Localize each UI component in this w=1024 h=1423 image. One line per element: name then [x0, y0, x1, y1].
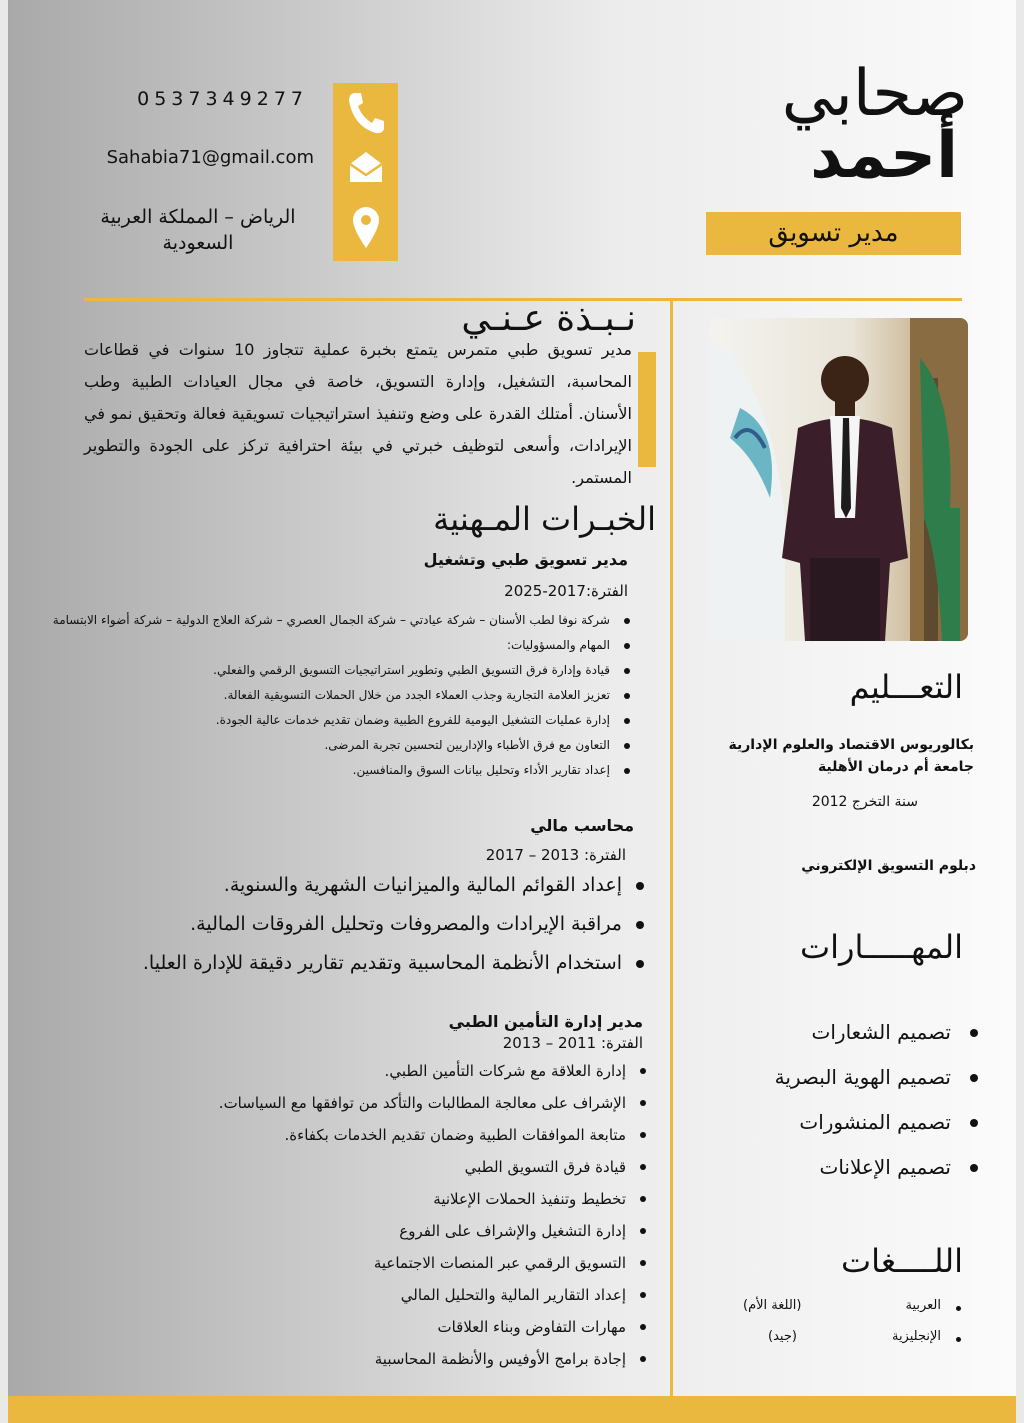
address: الرياض – المملكة العربية السعودية [100, 206, 296, 254]
profile-photo [710, 318, 968, 641]
job-title-box: مدير تسويق [706, 212, 961, 255]
skill-item: تصميم الشعارات [708, 1010, 983, 1055]
about-heading: نـبـذة عـنـي [461, 298, 636, 339]
job-duties-1 [12, 608, 632, 783]
list-item: تخطيط وتنفيذ الحملات الإعلانية [108, 1183, 648, 1215]
skill-item: تصميم المنشورات [708, 1100, 983, 1145]
list-item: إعداد التقارير المالية والتحليل المالي [108, 1279, 648, 1311]
bullet [956, 1337, 961, 1342]
experience-heading: الخبـرات المـهنية [433, 500, 656, 538]
degree-name: بكالوريوس الاقتصاد والعلوم الإدارية [728, 737, 974, 753]
job-title-2: محاسب مالي [530, 816, 634, 835]
list-item: إجادة برامج الأوفيس والأنظمة المحاسبية [108, 1343, 648, 1375]
job-title-1: مدير تسويق طبي وتشغيل [423, 550, 628, 569]
list-item: قيادة وإدارة فرق التسويق الطبي وتطوير استراتيجيات التسويق الرقمي والفعلي. [12, 658, 632, 683]
vertical-divider [670, 298, 673, 1396]
list-item: مهارات التفاوض وبناء العلاقات [108, 1311, 648, 1343]
list-item: التعاون مع فرق الأطباء والإداريين لتحسين تجربة المرضى. [12, 733, 632, 758]
skill-item: تصميم الهوية البصرية [708, 1055, 983, 1100]
graduation-year: سنة التخرج 2012 [811, 794, 918, 810]
education-degree [688, 734, 974, 778]
list-item: المهام والمسؤوليات: [12, 633, 632, 658]
list-item: شركة نوفا لطب الأسنان – شركة عيادتي – شركة الجمال العصري – شركة العلاج الدولية – شركة أضواء الابتسامة [12, 608, 632, 633]
job-period-1: الفترة:2017-2025 [504, 582, 628, 600]
list-item: قيادة فرق التسويق الطبي [108, 1151, 648, 1183]
contact-icon-bar [333, 83, 398, 261]
skills-heading: المهـــــارات [800, 928, 963, 966]
list-item: استخدام الأنظمة المحاسبية وتقديم تقارير دقيقة للإدارة العليا. [48, 944, 644, 983]
list-item: الإشراف على معالجة المطالبات والتأكد من توافقها مع السياسات. [108, 1087, 648, 1119]
about-text: مدير تسويق طبي متمرس يتمتع بخبرة عملية تتجاوز 10 سنوات في قطاعات المحاسبة، التشغيل، وإدارة التسويق، خاصة في مجال العيادات الطبية وطب الأسنان. أمتلك القدرة على وضع وتنفيذ استراتيجيات تسويقية فعالة وتحقيق نمو في الإيرادات، وأسعى لتوظيف خبرتي في بيئة احترافية تركز على الجودة والتطوير المستمر. [84, 340, 632, 487]
list-item: إعداد تقارير الأداء وتحليل بيانات السوق والمنافسين. [12, 758, 632, 783]
resume-page [8, 0, 1016, 1423]
list-item: مراقبة الإيرادات والمصروفات وتحليل الفروقات المالية. [48, 905, 644, 944]
bottom-accent-bar [8, 1396, 1016, 1423]
language-level: (اللغة الأم) [743, 1298, 802, 1313]
list-item: إدارة العلاقة مع شركات التأمين الطبي. [108, 1055, 648, 1087]
language-level: (جيد) [768, 1329, 797, 1344]
job-period-3: الفترة: 2011 – 2013 [502, 1034, 643, 1052]
list-item: التسويق الرقمي عبر المنصات الاجتماعية [108, 1247, 648, 1279]
phone-icon [333, 93, 398, 133]
language-name: العربية [905, 1298, 941, 1313]
list-item: تعزيز العلامة التجارية وجذب العملاء الجدد من خلال الحملات التسويقية الفعالة. [12, 683, 632, 708]
email-address[interactable]: Sahabia71@gmail.com [106, 147, 314, 168]
job-duties-3 [108, 1055, 648, 1375]
languages-heading: اللــــغات [840, 1242, 963, 1280]
skills-list [708, 1010, 983, 1190]
phone-number[interactable]: 0537349277 [137, 88, 308, 110]
list-item: إدارة التشغيل والإشراف على الفروع [108, 1215, 648, 1247]
name-last: أحمد [810, 119, 958, 193]
job-title-3: مدير إدارة التأمين الطبي [448, 1012, 643, 1031]
location-pin-icon [333, 207, 398, 247]
skill-item: تصميم الإعلانات [708, 1145, 983, 1190]
name-first: صحابي [781, 57, 968, 131]
job-duties-2 [48, 866, 644, 983]
job-period-2: الفترة: 2013 – 2017 [485, 846, 626, 864]
list-item: متابعة الموافقات الطبية وضمان تقديم الخدمات بكفاءة. [108, 1119, 648, 1151]
language-name: الإنجليزية [891, 1329, 941, 1344]
language-item [738, 1329, 963, 1359]
language-item [738, 1298, 963, 1328]
envelope-icon [333, 147, 398, 187]
list-item: إدارة عمليات التشغيل اليومية للفروع الطبية وضمان تقديم خدمات عالية الجودة. [12, 708, 632, 733]
about-accent-bar [638, 352, 656, 467]
bullet [956, 1306, 961, 1311]
education-heading: التعـــليم [849, 668, 963, 706]
diploma: دبلوم التسويق الإلكتروني [801, 858, 976, 874]
university-name: جامعة أم درمان الأهلية [817, 759, 974, 775]
list-item: إعداد القوائم المالية والميزانيات الشهرية والسنوية. [48, 866, 644, 905]
